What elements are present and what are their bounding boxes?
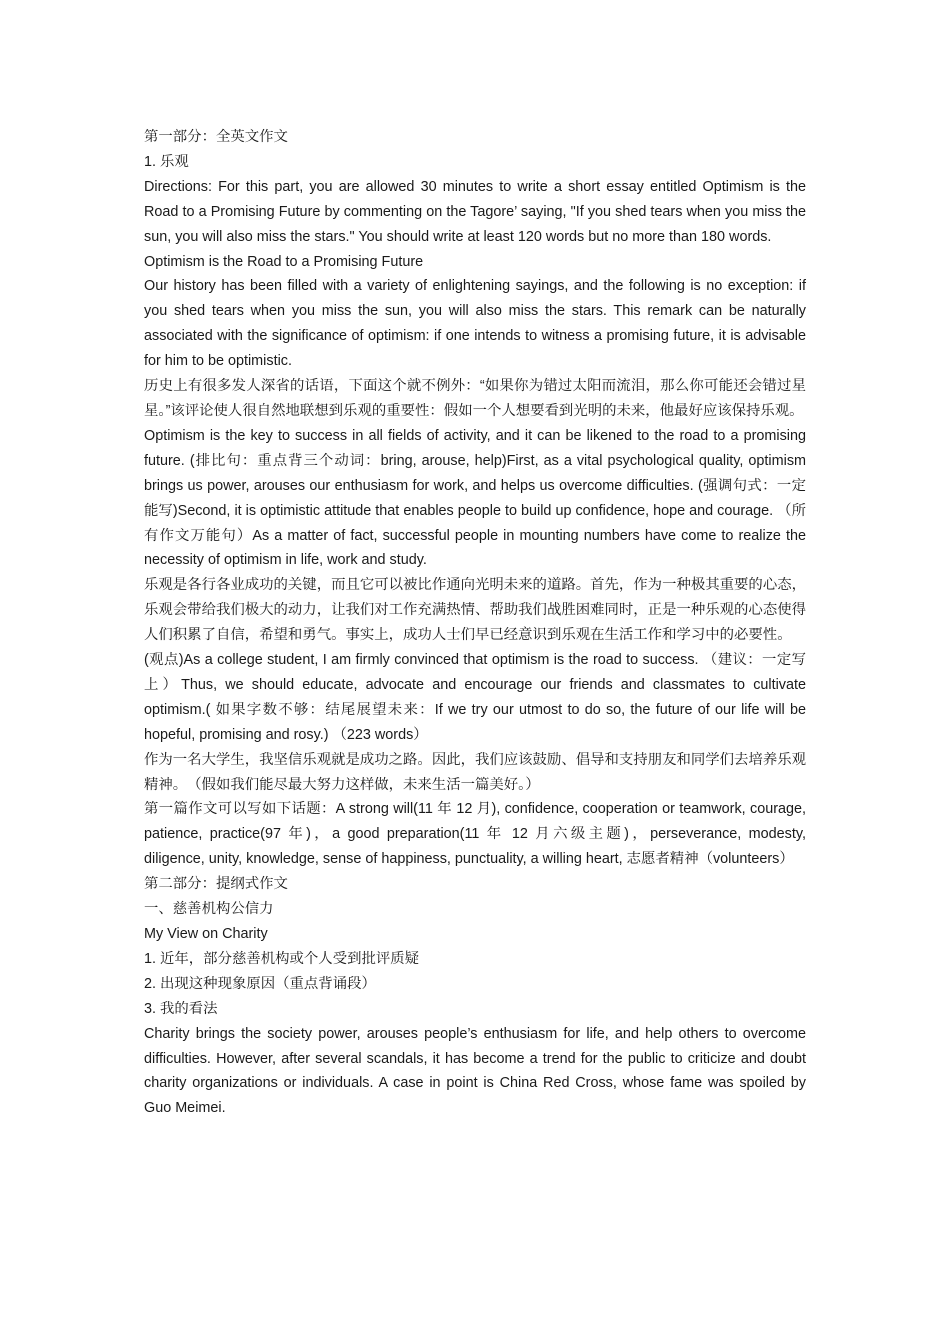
essay-title: Optimism is the Road to a Promising Future (144, 253, 424, 270)
outline-item: 2. 出现这种现象原因（重点背诵段） (144, 975, 376, 992)
outline-item: 3. 我的看法 (144, 1000, 218, 1017)
part2-heading: 第二部分：提纲式作文 (144, 876, 288, 893)
essay-paragraph-1-english: Our history has been filled with a variety of enlightening sayings, and the following is no exception: if you shed tears when you miss the sun, you will also miss the stars. This remark can be naturally associated with the significance of optimism: if one intends to witness a promising future, it is advisable for him to be optimistic. (144, 278, 806, 370)
part1-heading: 第一部分：全英文作文 (144, 129, 288, 145)
outline-item: 1. 近年，部分慈善机构或个人受到批评质疑 (144, 950, 420, 967)
topics-note-paragraph: 第一篇作文可以写如下话题：A strong will(11 年 12 月), confidence, cooperation or teamwork, courage, patience, practice(97 年)，a good preparation(11 年 12 月六级主题)，perseverance, modesty, diligence, unity, knowledge, sense of happiness, punctuality, a willing heart, 志愿者精神（volunteers） (144, 801, 806, 868)
charity-paragraph: Charity brings the society power, arouses people’s enthusiasm for life, and help others to overcome difficulties. However, after several scandals, it has become a trend for the public to criticize and doubt charity organizations or individuals. A case in point is China Red Cross, whose fame was spoiled by Guo Meimei. (144, 1025, 806, 1117)
document-page (144, 125, 806, 1121)
topic1-heading: 1. 乐观 (144, 153, 189, 170)
directions-paragraph: Directions: For this part, you are allowed 30 minutes to write a short essay entitled Optimism is the Road to a Promising Future by commenting on the Tagore’ saying, "If you shed tears when you miss the sun, you will also miss the stars." You should write at least 120 words but no more than 180 words. (144, 178, 806, 245)
essay-paragraph-3-english: (观点)As a college student, I am firmly convinced that optimism is the road to success. （建议：一定写上）Thus, we should educate, advocate and encourage our friends and classmates to cultivate optimism.( 如果字数不够：结尾展望未来：If we try our utmost to do so, the future of our life will be hopeful, promising and rosy.) （223 words） (144, 652, 806, 743)
topic2-heading: 一、慈善机构公信力 (144, 901, 274, 918)
essay-paragraph-3-chinese: 作为一名大学生，我坚信乐观就是成功之路。因此，我们应该鼓励、倡导和支持朋友和同学们去培养乐观精神。 （假如我们能尽最大努力这样做，未来生活一篇美好。） (144, 751, 806, 793)
essay-paragraph-2-chinese: 乐观是各行各业成功的关键，而且它可以被比作通向光明未来的道路。首先，作为一种极其重要的心态，乐观会带给我们极大的动力，让我们对工作充满热情、帮助我们战胜困难同时，正是一种乐观的心态使得人们积累了自信，希望和勇气。事实上，成功人士们早已经意识到乐观在生活工作和学习中的必要性。 (144, 577, 806, 644)
essay2-title: My View on Charity (144, 926, 268, 942)
essay-paragraph-1-chinese: 历史上有很多发人深省的话语，下面这个就不例外：“如果你为错过太阳而流泪，那么你可能还会错过星星。”该评论使人很自然地联想到乐观的重要性：假如一个人想要看到光明的未来，他最好应该保持乐观。 (144, 378, 806, 419)
essay-paragraph-2-english: Optimism is the key to success in all fields of activity, and it can be likened to the road to a promising future. (排比句：重点背三个动词：bring, arouse, help)First, as a vital psychological quality, optimism brings us power, arouses our enthusiasm for work, and helps us overcome difficulties. (强调句式：一定能写)Second, it is optimistic attitude that enables people to build up confidence, hope and courage. （所有作文万能句）As a matter of fact, successful people in mounting numbers have come to realize the necessity of optimism in life, work and study. (144, 427, 806, 569)
